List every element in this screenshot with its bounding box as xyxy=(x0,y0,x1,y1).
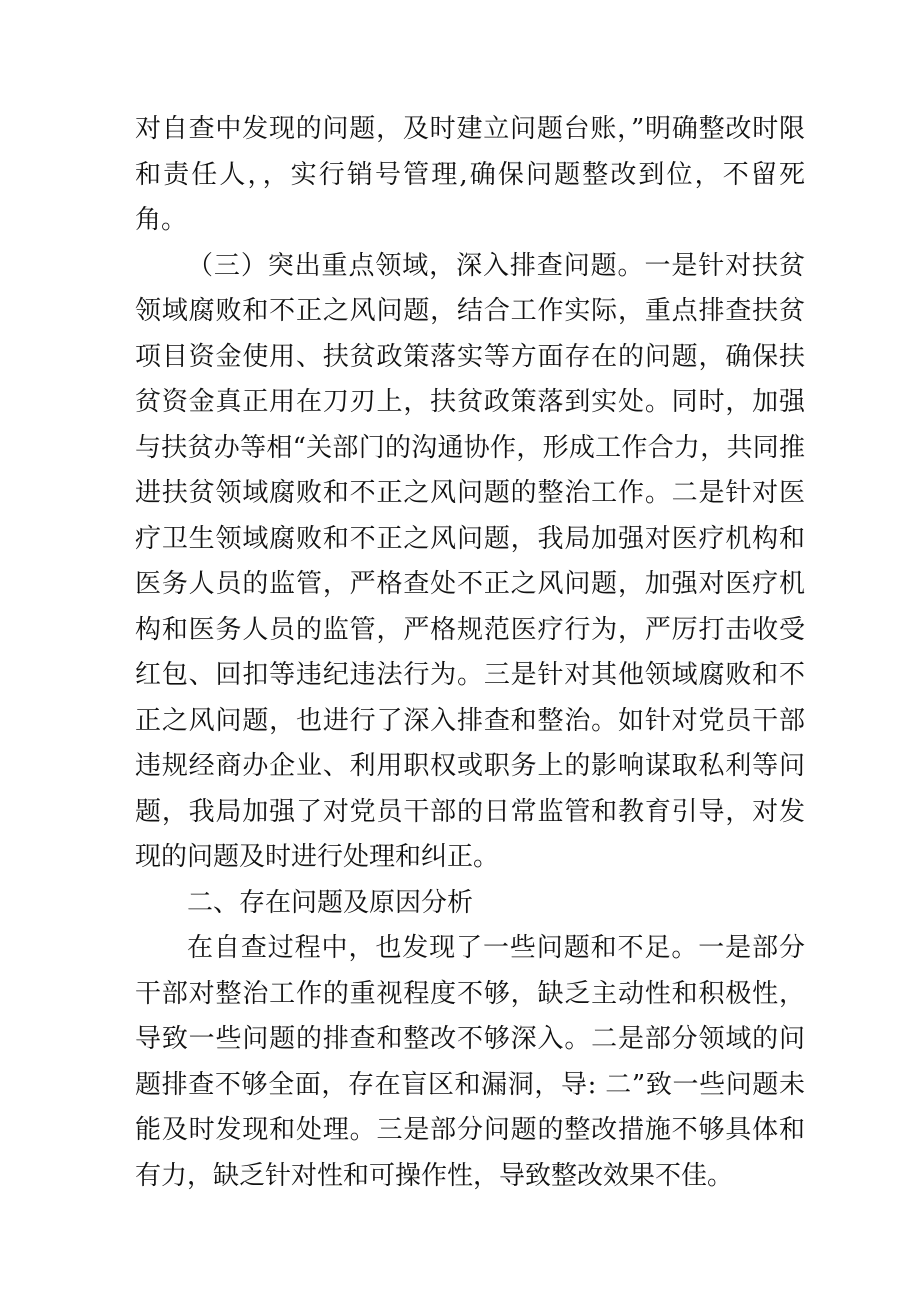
paragraph-problems: 在自查过程中，也发现了一些问题和不足。一是部分干部对整治工作的重视程度不够，缺乏主动性和积极性，导致一些问题的排查和整改不够深入。二是部分领域的问题排查不够全面，存在盲区和漏洞，导: 二”致一些问题未能及时发现和处理。三是部分问题的整改措施不够具体和有力，缺乏针对性和可操作性，导致整改效果不佳。 xyxy=(135,933,805,1191)
paragraph-continuation: 对自查中发现的问题，及时建立问题台账，”明确整改时限和责任人，，实行销号管理,确保问题整改到位，不留死角。 xyxy=(135,114,805,235)
document-body xyxy=(135,107,805,1199)
section-heading-problems: 二、存在问题及原因分析 xyxy=(187,887,474,918)
paragraph-key-areas: （三）突出重点领域，深入排查问题。一是针对扶贫领域腐败和不正之风问题，结合工作实际，重点排查扶贫项目资金使用、扶贫政策落实等方面存在的问题，确保扶贫资金真正用在刀刃上，扶贫政策落到实处。同时，加强与扶贫办等相“关部门的沟通协作，形成工作合力，共同推进扶贫领域腐败和不正之风问题的整治工作。二是针对医疗卫生领域腐败和不正之风问题，我局加强对医疗机构和医务人员的监管，严格查处不正之风问题，加强对医疗机构和医务人员的监管，严格规范医疗行为，严厉打击收受红包、回扣等违纪违法行为。三是针对其他领域腐败和不正之风问题，也进行了深入排查和整治。如针对党员干部违规经商办企业、利用职权或职务上的影响谋取私利等问题，我局加强了对党员干部的日常监管和教育引导，对发现的问题及时进行处理和纠正。 xyxy=(135,250,805,872)
